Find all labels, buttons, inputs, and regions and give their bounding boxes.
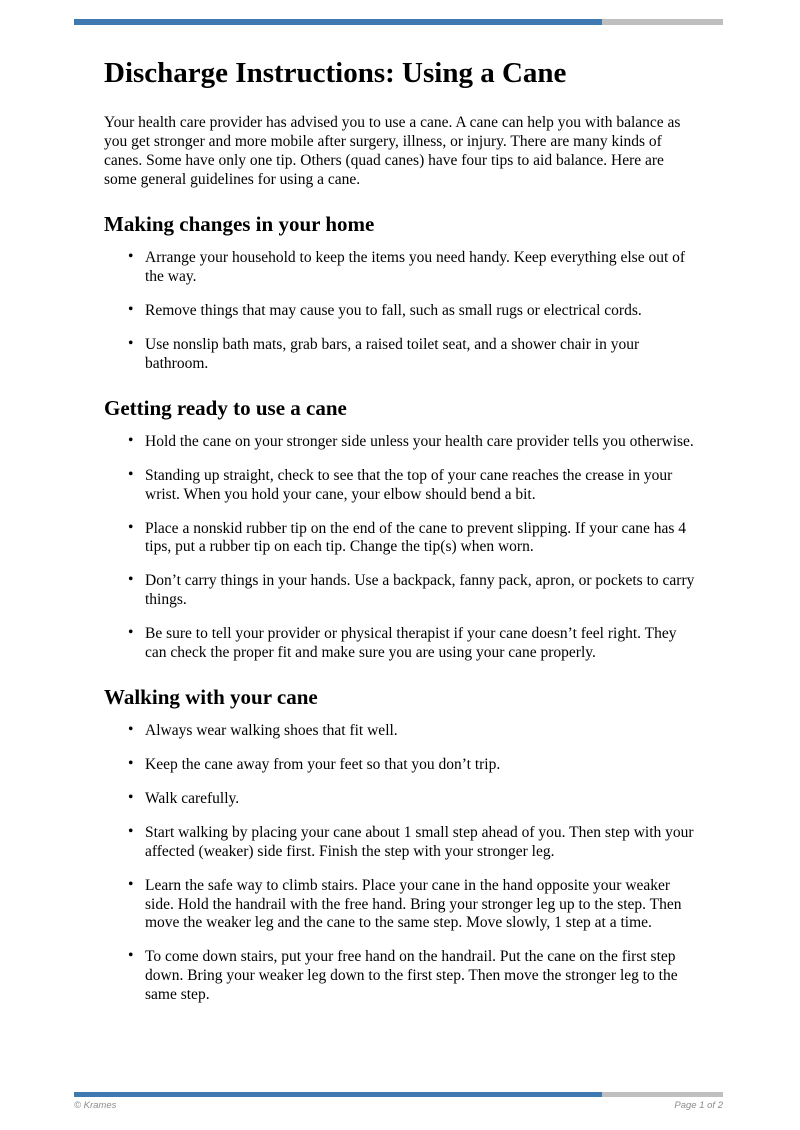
footer-rule — [74, 1092, 723, 1097]
intro-paragraph: Your health care provider has advised you to use a cane. A cane can help you with balance as you get stronger and more mobile after surgery, illness, or injury. There are many kinds of canes. Some have only one tip. Others (quad canes) have four tips to aid balance. Here are some general guidelines for using a cane. — [104, 114, 681, 189]
bullet-list-making-changes — [104, 249, 696, 374]
bullet-item: • Standing up straight, check to see that the top of your cane reaches the crease in your wrist. When you hold your cane, your elbow should bend a bit. — [145, 467, 696, 505]
footer — [74, 1100, 723, 1111]
bullet-item: • Always wear walking shoes that fit well. — [145, 722, 696, 741]
page-title: Discharge Instructions: Using a Cane — [104, 57, 567, 89]
bullet-item: • Place a nonskid rubber tip on the end of the cane to prevent slipping. If your cane has 4 tips, put a rubber tip on each tip. Change the tip(s) when worn. — [145, 520, 696, 558]
footer-rule-blue-segment — [74, 1092, 602, 1097]
footer-copyright: © Krames — [74, 1100, 117, 1111]
bullet-item: • Arrange your household to keep the items you need handy. Keep everything else out of the way. — [145, 249, 696, 287]
bullet-item: • Learn the safe way to climb stairs. Place your cane in the hand opposite your weaker side. Hold the handrail with the free hand. Bring your stronger leg up to the step. Then move the weaker leg and the cane to the same step. Move slowly, 1 step at a time. — [145, 877, 696, 934]
bullet-item: • Start walking by placing your cane about 1 small step ahead of you. Then step with your affected (weaker) side first. Finish the step with your stronger leg. — [145, 824, 696, 862]
bullet-item: • Keep the cane away from your feet so that you don’t trip. — [145, 756, 696, 775]
section-heading-walking: Walking with your cane — [104, 684, 318, 709]
bullet-item: • Don’t carry things in your hands. Use a backpack, fanny pack, apron, or pockets to carry things. — [145, 572, 696, 610]
bullet-item: • To come down stairs, put your free hand on the handrail. Put the cane on the first step down. Bring your weaker leg down to the first step. Then move the stronger leg to the same step. — [145, 948, 696, 1005]
document-content — [104, 0, 696, 1020]
section-heading-making-changes: Making changes in your home — [104, 211, 375, 236]
bullet-item: • Hold the cane on your stronger side unless your health care provider tells you otherwise. — [145, 433, 696, 452]
bullet-list-getting-ready — [104, 433, 696, 663]
section-heading-getting-ready: Getting ready to use a cane — [104, 395, 347, 420]
bullet-item: • Use nonslip bath mats, grab bars, a raised toilet seat, and a shower chair in your bathroom. — [145, 336, 696, 374]
bullet-item: • Remove things that may cause you to fall, such as small rugs or electrical cords. — [145, 302, 696, 321]
bullet-item: • Walk carefully. — [145, 790, 696, 809]
footer-page-number: Page 1 of 2 — [674, 1100, 723, 1111]
bullet-item: • Be sure to tell your provider or physical therapist if your cane doesn’t feel right. They can check the proper fit and make sure you are using your cane properly. — [145, 625, 696, 663]
footer-rule-gray-segment — [602, 1092, 723, 1097]
bullet-list-walking — [104, 722, 696, 1005]
